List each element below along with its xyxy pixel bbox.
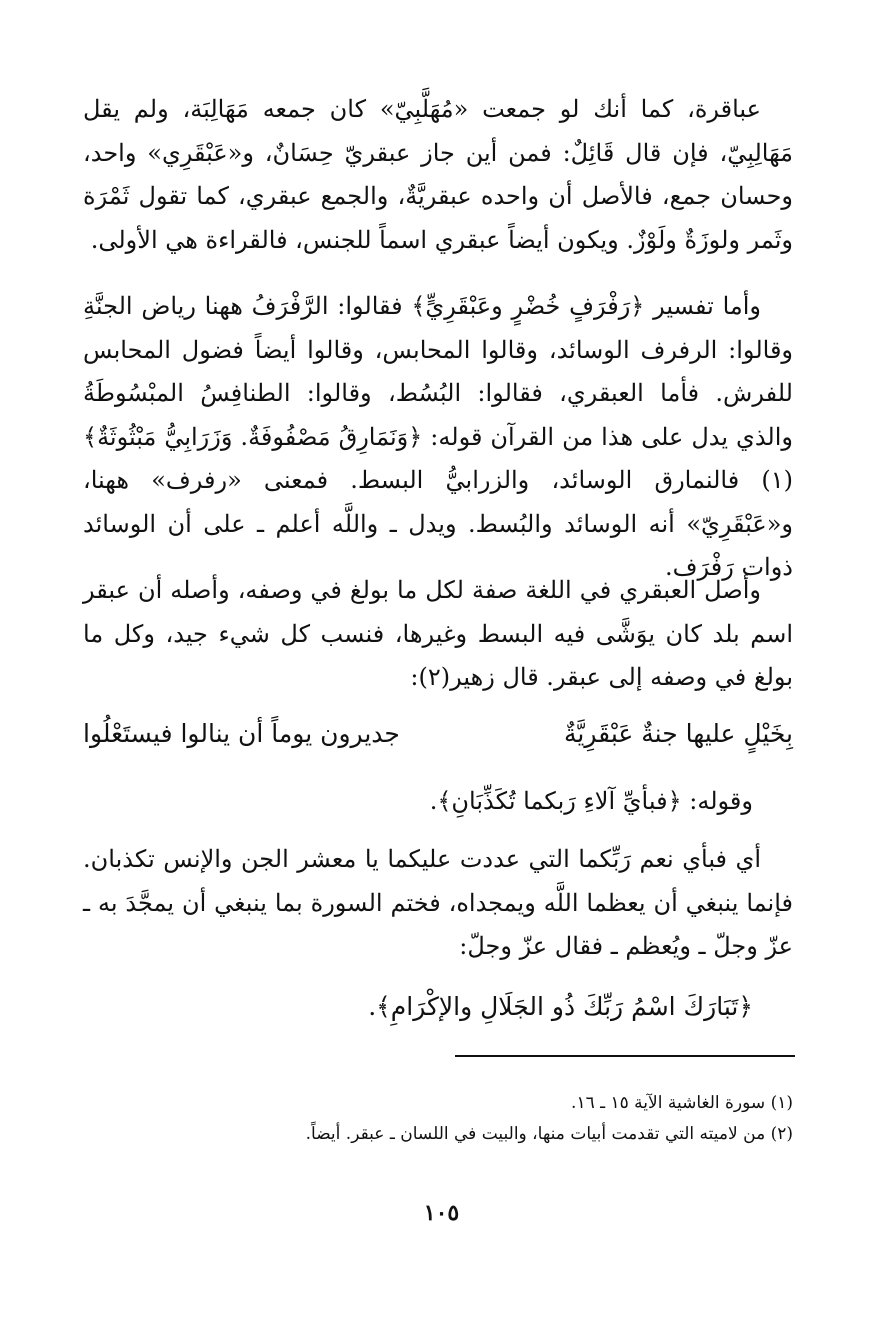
body-paragraph-3 <box>83 569 793 700</box>
body-paragraph-4 <box>83 838 793 969</box>
quran-quote-2: ﴿تَبَارَكَ اسْمُ رَبِّكَ ذُو الجَلَالِ والإكْرَامِ﴾. <box>368 992 753 1021</box>
paragraph-text: وأما تفسير ﴿رَفْرَفٍ خُضْرٍ وعَبْقَرِيٍّ﴾ فقالوا: الرَّفْرَفُ ههنا رياض الجنَّةِ وقالوا: الرفرف الوسائد، وقالوا المحابس، وقالوا أيضاً فضول المحابس للفرش. فأما العبقري، فقالوا: البُسُط، وقالوا: الطنافِسُ المبْسُوطَةُ والذي يدل على هذا من القرآن قوله: ﴿وَنَمَارِقُ مَصْفُوفَةٌ. وَزَرَابِيُّ مَبْثُوثَةٌ﴾(١) فالنمارق الوسائد، والزرابيُّ البسط. فمعنى «رفرف» ههنا، و«عَبْقَرِيّ» أنه الوسائد والبُسط. ويدل ـ واللَّه أعلم ـ على أن الوسائد ذوات رَفْرَف. <box>83 292 793 581</box>
verse-first-hemistich: بِخَيْلٍ عليها جنةٌ عَبْقَرِيَّةٌ <box>564 719 793 748</box>
footnote-divider <box>455 1055 795 1057</box>
footnotes <box>83 1088 793 1150</box>
body-paragraph-2 <box>83 285 793 590</box>
quran-quote-1: وقوله: ﴿فبأيِّ آلاءِ رَبكما تُكَذِّبَانِ﴾. <box>429 787 753 815</box>
poetry-verse <box>83 712 793 755</box>
verse-second-hemistich: جديرون يوماً أن ينالوا فيستَعْلُوا <box>83 719 400 748</box>
body-paragraph-1 <box>83 88 793 262</box>
paragraph-text: وأصل العبقري في اللغة صفة لكل ما بولغ في وصفه، وأصله أن عبقر اسم بلد كان يوَشَّى فيه البسط وغيرها، فنسب كل شيء جيد، وكل ما بولغ في وصفه إلى عبقر. قال زهير(٢): <box>83 576 793 691</box>
page-number: ١٠٥ <box>423 1200 460 1226</box>
paragraph-text: عباقرة، كما أنك لو جمعت «مُهَلَّبِيّ» كان جمعه مَهَالِبَة، ولم يقل مَهَالِبِيّ، فإن قال قَائِلٌ: فمن أين جاز عبقريّ حِسَانٌ، و«عَبْقَرِي» واحد، وحسان جمع، فالأصل أن واحده عبقريَّةٌ، والجمع عبقري، كما تقول ثَمْرَة وثَمر ولوزَةٌ ولَوْزٌ. ويكون أيضاً عبقري اسماً للجنس، فالقراءة هي الأولى. <box>83 95 793 254</box>
paragraph-text: أي فبأي نعم رَبِّكما التي عددت عليكما يا معشر الجن والإنس تكذبان. فإنما ينبغي أن يعظما اللَّه ويمجداه، فختم السورة بما ينبغي أن يمجَّدَ به ـ عزّ وجلّ ـ ويُعظم ـ فقال عزّ وجلّ: <box>83 845 793 960</box>
footnote-2: (٢) من لاميته التي تقدمت أبيات منها، والبيت في اللسان ـ عبقر. أيضاً. <box>305 1124 793 1144</box>
footnote-1: (١) سورة الغاشية الآية ١٥ ـ ١٦. <box>571 1093 793 1113</box>
